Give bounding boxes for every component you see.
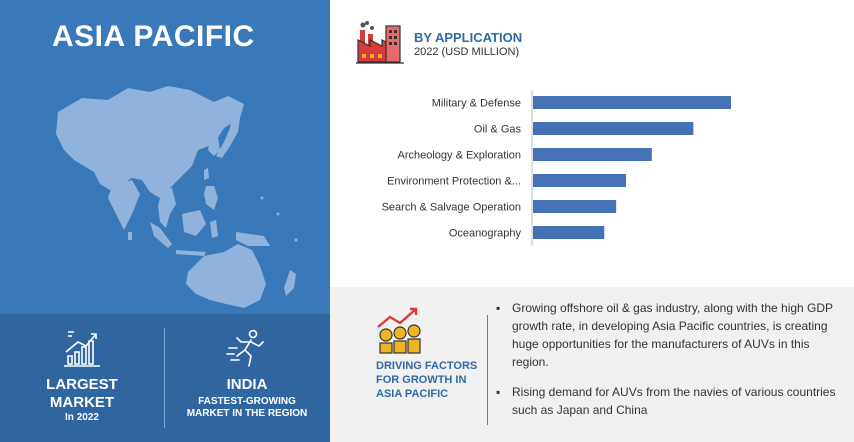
bar-category-label: Military & Defense — [431, 97, 521, 110]
driving-factors-title-line: DRIVING FACTORS — [376, 360, 478, 372]
largest-market-stat — [0, 314, 164, 442]
bar — [533, 226, 604, 239]
driving-factors-panel — [330, 287, 854, 442]
bar-category-label: Oil & Gas — [473, 123, 521, 136]
bullet-icon: ▪ — [496, 385, 501, 399]
largest-label: LARGEST — [46, 376, 118, 393]
coins-growth-icon — [374, 305, 426, 355]
largest-year: In 2022 — [65, 412, 99, 423]
list-item — [496, 383, 836, 419]
region-panel — [0, 0, 330, 442]
bar — [533, 148, 652, 161]
chart-subtitle: 2022 (USD MILLION) — [414, 46, 520, 58]
drivers-divider — [487, 315, 488, 425]
application-bar-chart — [336, 82, 846, 262]
bar-category-label: Search & Salvage Operation — [381, 201, 521, 214]
bullet-icon: ▪ — [496, 301, 501, 315]
driving-factors-list — [496, 299, 836, 431]
fastest-growing-sub: MARKET IN THE REGION — [186, 408, 308, 419]
region-stats — [0, 314, 330, 442]
bar-category-label: Environment Protection &... — [387, 175, 521, 188]
chart-title: BY APPLICATION — [414, 30, 523, 45]
factory-icon — [356, 20, 404, 64]
bullet-text: Rising demand for AUVs from the navies of various countries such as Japan and China — [512, 385, 836, 417]
chart-header — [356, 20, 556, 64]
bar — [533, 96, 731, 109]
bar — [533, 122, 693, 135]
bar-category-label: Oceanography — [448, 227, 521, 240]
driving-factors-title-line: FOR GROWTH IN — [376, 374, 467, 386]
bar-category-label: Archeology & Exploration — [397, 149, 521, 162]
fastest-growing-label: FASTEST-GROWING — [198, 396, 296, 407]
region-title: ASIA PACIFIC — [52, 20, 255, 53]
bullet-text: Growing offshore oil & gas industry, along with the high GDP growth rate, in developing Asia Pacific countries, is creating huge opportunities for the manufacturers of AUVs in this region. — [512, 301, 833, 369]
bar — [533, 200, 616, 213]
fastest-growing-stat — [165, 314, 329, 442]
fastest-country: INDIA — [226, 376, 268, 393]
bar — [533, 174, 626, 187]
driving-factors-title-line: ASIA PACIFIC — [376, 388, 449, 400]
growth-chart-icon — [60, 326, 104, 370]
driving-factors-title — [376, 359, 486, 401]
market-label: MARKET — [49, 394, 115, 411]
list-item — [496, 299, 836, 371]
runner-icon — [225, 326, 269, 370]
